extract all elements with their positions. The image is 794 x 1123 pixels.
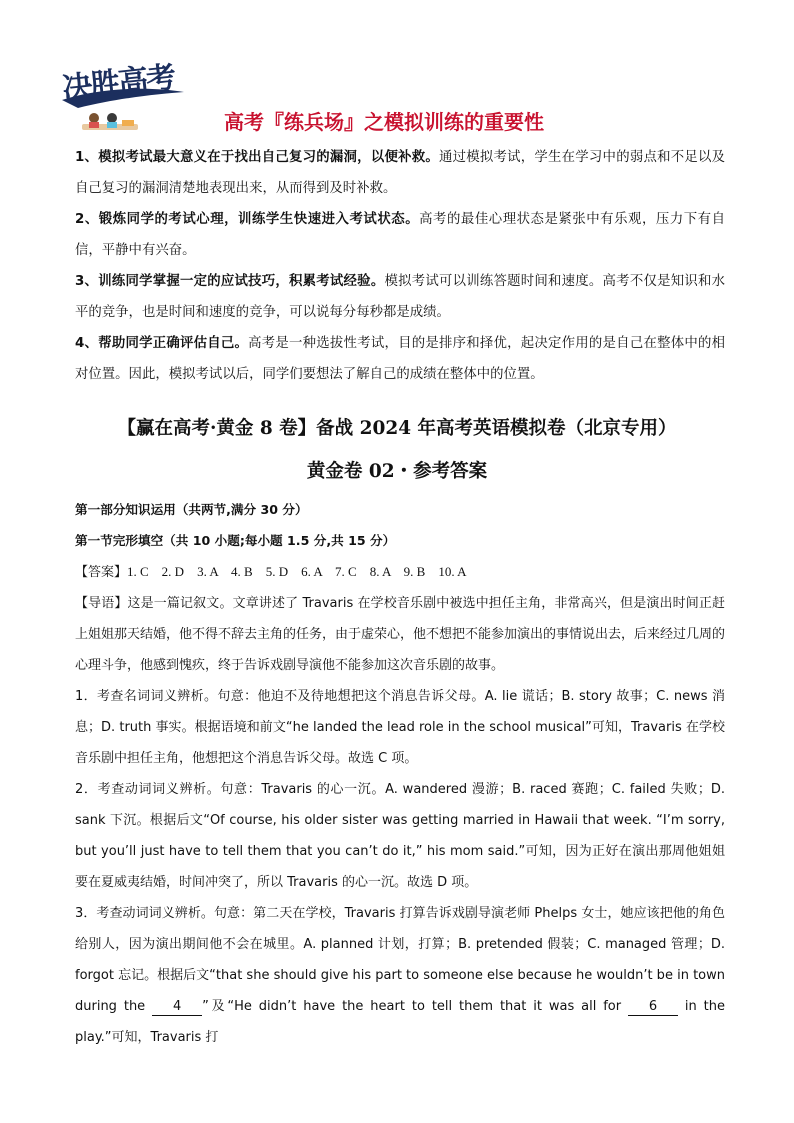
- intro-item-text: 高考是一种选拔性考试，目的是排序和择优，起决定作用的是自己在整体中的相对位置。因此，模拟考试以后，同学们要想法了解自己的成绩在整体中的位置。: [75, 336, 725, 382]
- blank-6: 6: [628, 999, 678, 1016]
- intro-list: [75, 142, 725, 390]
- answer-body: [75, 494, 725, 1053]
- answer-key: [75, 556, 725, 588]
- blank-4: 4: [152, 999, 202, 1016]
- intro-item-text: 模拟考试可以训练答题时间和速度。高考不仅是知识和水平的竞争，也是时间和速度的竞争，可以说每分每秒都是成绩。: [75, 274, 725, 320]
- guide-text: 这是一篇记叙文。文章讲述了 Travaris 在学校音乐剧中被选中担任主角，非常高兴，但是演出时间正赶上姐姐那天结婚，他不得不辞去主角的任务，由于虚荣心，他不想把不能参加演出的事情说出去，后来经过几周的心理斗争，他感到愧疚，终于告诉戏剧导演他不能参加这次音乐剧的故事。: [75, 596, 726, 673]
- question-explanation-2: 2．考查动词词义辨析。句意：Travaris 的心一沉。A. wandered 漫游；B. raced 赛跑；C. failed 失败；D. sank 下沉。根据后文“Of course, his older sister was getting married in Hawaii that week. “I’m sorry, but you’ll just have to tell them that you can’t do it,” his mom said.”可知，因为正好在演出那周他姐姐要在夏威夷结婚，时间冲突了，所以 Travaris 的心一沉。故选 D 项。: [75, 782, 725, 890]
- question-explanation-3: [75, 898, 725, 1053]
- guide-label: 【导语】: [75, 596, 128, 611]
- intro-item-lead: 4、帮助同学正确评估自己。: [75, 336, 249, 351]
- q3-text-b: ”及“He didn’t have the heart to tell them that it was all for: [202, 999, 629, 1014]
- intro-item: [75, 266, 725, 328]
- guide-paragraph: [75, 588, 725, 681]
- students-reading-icon: [80, 110, 140, 134]
- exam-subtitle: 黄金卷 02・参考答案: [306, 461, 488, 482]
- intro-item: [75, 204, 725, 266]
- part-heading: 第一部分知识运用（共两节,满分 30 分）: [75, 502, 308, 517]
- q3-text-c: in the play.”可知，Travaris 打: [75, 999, 726, 1045]
- intro-item-lead: 1、模拟考试最大意义在于找出自己复习的漏洞，以便补救。: [75, 150, 439, 165]
- intro-item-lead: 2、锻炼同学的考试心理，训练学生快速进入考试状态。: [75, 212, 420, 227]
- q3-text-a: 3．考查动词词义辨析。句意：第二天在学校，Travaris 打算告诉戏剧导演老师 Phelps 女士，她应该把他的角色给别人，因为演出期间他不会在城里。A. planned 计划，打算；B. pretended 假装；C. managed 管理；D. forgot 忘记。根据后文“that she should give his part to someone else because he wouldn’t be in town during the: [75, 906, 725, 1014]
- intro-item-lead: 3、训练同学掌握一定的应试技巧，积累考试经验。: [75, 274, 385, 289]
- answer-list: 1. C 2. D 3. A 4. B 5. D 6. A 7. C 8. A 9. B 10. A: [127, 564, 467, 579]
- section-heading: 第一节完形填空（共 10 小题;每小题 1.5 分,共 15 分）: [75, 533, 396, 548]
- intro-item: [75, 328, 725, 390]
- intro-item-text: 高考的最佳心理状态是紧张中有乐观，压力下有自信，平静中有兴奋。: [75, 212, 725, 258]
- logo-text: 决胜高考: [60, 60, 176, 107]
- answer-label: 【答案】: [75, 565, 128, 580]
- exam-title: 【赢在高考·黄金 8 卷】备战 2024 年高考英语模拟卷（北京专用）: [117, 418, 677, 439]
- question-explanation-1: 1．考查名词词义辨析。句意：他迫不及待地想把这个消息告诉父母。A. lie 谎话；B. story 故事；C. news 消息；D. truth 事实。根据语境和前文“he landed the lead role in the school musical”可知，Travaris 在学校音乐剧中担任主角，他想把这个消息告诉父母。故选 C 项。: [75, 689, 725, 766]
- brand-logo: [58, 52, 188, 134]
- intro-item: [75, 142, 725, 204]
- intro-title: 高考『练兵场』之模拟训练的重要性: [224, 110, 544, 134]
- intro-item-text: 通过模拟考试，学生在学习中的弱点和不足以及自己复习的漏洞清楚地表现出来，从而得到及时补救。: [75, 150, 726, 196]
